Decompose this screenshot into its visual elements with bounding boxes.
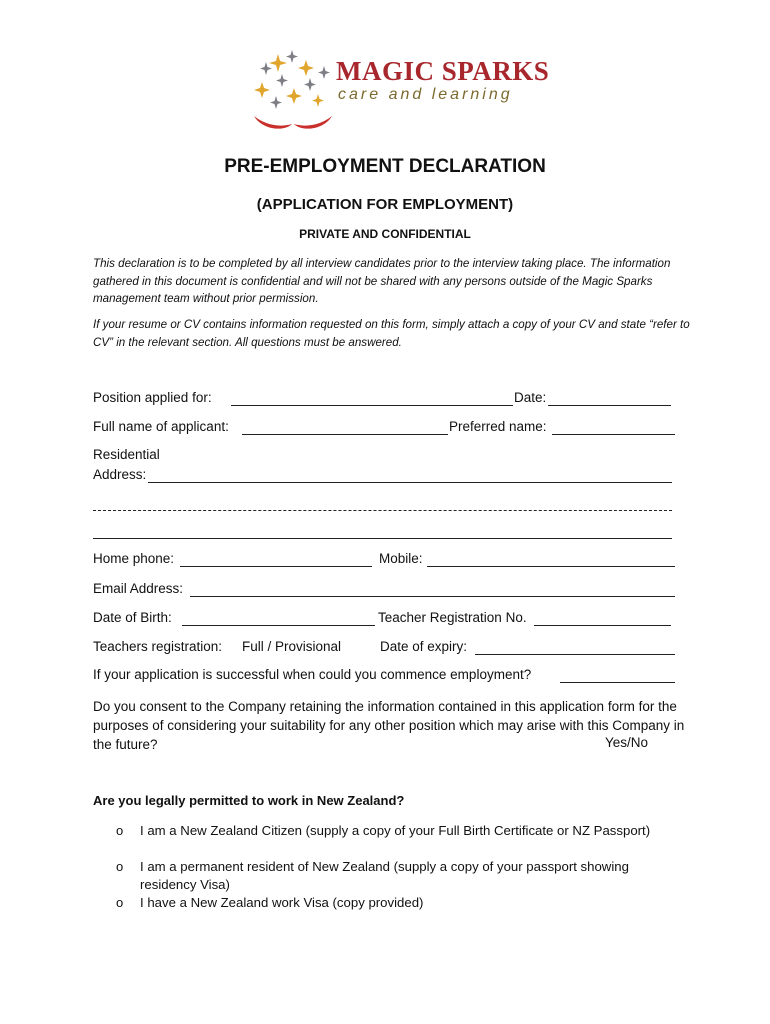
bullet-icon: o	[116, 895, 124, 910]
residential-label: Residential	[93, 447, 160, 462]
preferred-name-label: Preferred name:	[449, 419, 547, 434]
dob-field[interactable]	[182, 625, 375, 626]
work-option-visa[interactable]	[116, 894, 676, 912]
expiry-label: Date of expiry:	[380, 639, 468, 654]
commence-field[interactable]	[560, 682, 675, 683]
confidential-label: PRIVATE AND CONFIDENTIAL	[299, 227, 471, 241]
full-name-field[interactable]	[242, 434, 448, 435]
address-field-line-2[interactable]	[93, 510, 672, 511]
dob-label: Date of Birth:	[93, 610, 172, 625]
intro-paragraph: This declaration is to be completed by all interview candidates prior to the interview taking place. The information gathered in this document is confidential and will not be shared with any persons outside of the Magic Sparks management team without prior permission.	[93, 257, 671, 305]
company-logo	[248, 46, 550, 138]
cv-paragraph: If your resume or CV contains information requested on this form, simply attach a copy of your CV and state “refer to CV” in the relevant section. All questions must be answered.	[93, 318, 690, 349]
work-option-citizen[interactable]	[116, 822, 676, 840]
bullet-icon: o	[116, 823, 124, 838]
option-label: I am a New Zealand Citizen (supply a copy of your Full Birth Certificate or NZ Passport)	[140, 823, 651, 838]
consent-answer[interactable]: Yes/No	[605, 735, 649, 750]
mobile-label: Mobile:	[379, 551, 423, 566]
option-label: I have a New Zealand work Visa (copy provided)	[140, 895, 424, 910]
work-option-resident[interactable]	[116, 858, 676, 894]
expiry-field[interactable]	[475, 654, 675, 655]
email-label: Email Address:	[93, 581, 184, 596]
date-field[interactable]	[548, 405, 671, 406]
full-name-label: Full name of applicant:	[93, 419, 229, 434]
preferred-name-field[interactable]	[552, 434, 675, 435]
position-field[interactable]	[231, 405, 513, 406]
address-field-line-1[interactable]	[148, 482, 672, 483]
document-title: PRE-EMPLOYMENT DECLARATION	[224, 156, 546, 177]
consent-question: Do you consent to the Company retaining the information contained in this application form for the purposes of considering your suitability for any other position which may arise with this Company in the future?	[93, 699, 685, 752]
logo-brand: MAGIC SPARKS	[336, 56, 550, 86]
logo-tagline: care and learning	[338, 86, 513, 103]
email-field[interactable]	[190, 596, 675, 597]
document-subtitle: (APPLICATION FOR EMPLOYMENT)	[256, 196, 514, 213]
teacher-reg-no-field[interactable]	[534, 625, 671, 626]
home-phone-label: Home phone:	[93, 551, 175, 566]
home-phone-field[interactable]	[180, 566, 372, 567]
address-label: Address:	[93, 467, 147, 482]
sparks-hands-icon	[248, 46, 338, 138]
position-label: Position applied for:	[93, 390, 212, 405]
logo-text	[336, 56, 549, 104]
commence-label: If your application is successful when could you commence employment?	[93, 667, 532, 682]
mobile-field[interactable]	[427, 566, 675, 567]
work-permission-question: Are you legally permitted to work in New Zealand?	[93, 793, 405, 808]
date-label: Date:	[514, 390, 547, 405]
registration-type-option[interactable]: Full / Provisional	[242, 639, 342, 654]
option-label: I am a permanent resident of New Zealand (supply a copy of your passport showing residency Visa)	[140, 859, 629, 892]
address-field-line-3[interactable]	[93, 538, 672, 539]
teachers-registration-label: Teachers registration:	[93, 639, 223, 654]
bullet-icon: o	[116, 859, 124, 874]
teacher-reg-no-label: Teacher Registration No.	[378, 610, 527, 625]
